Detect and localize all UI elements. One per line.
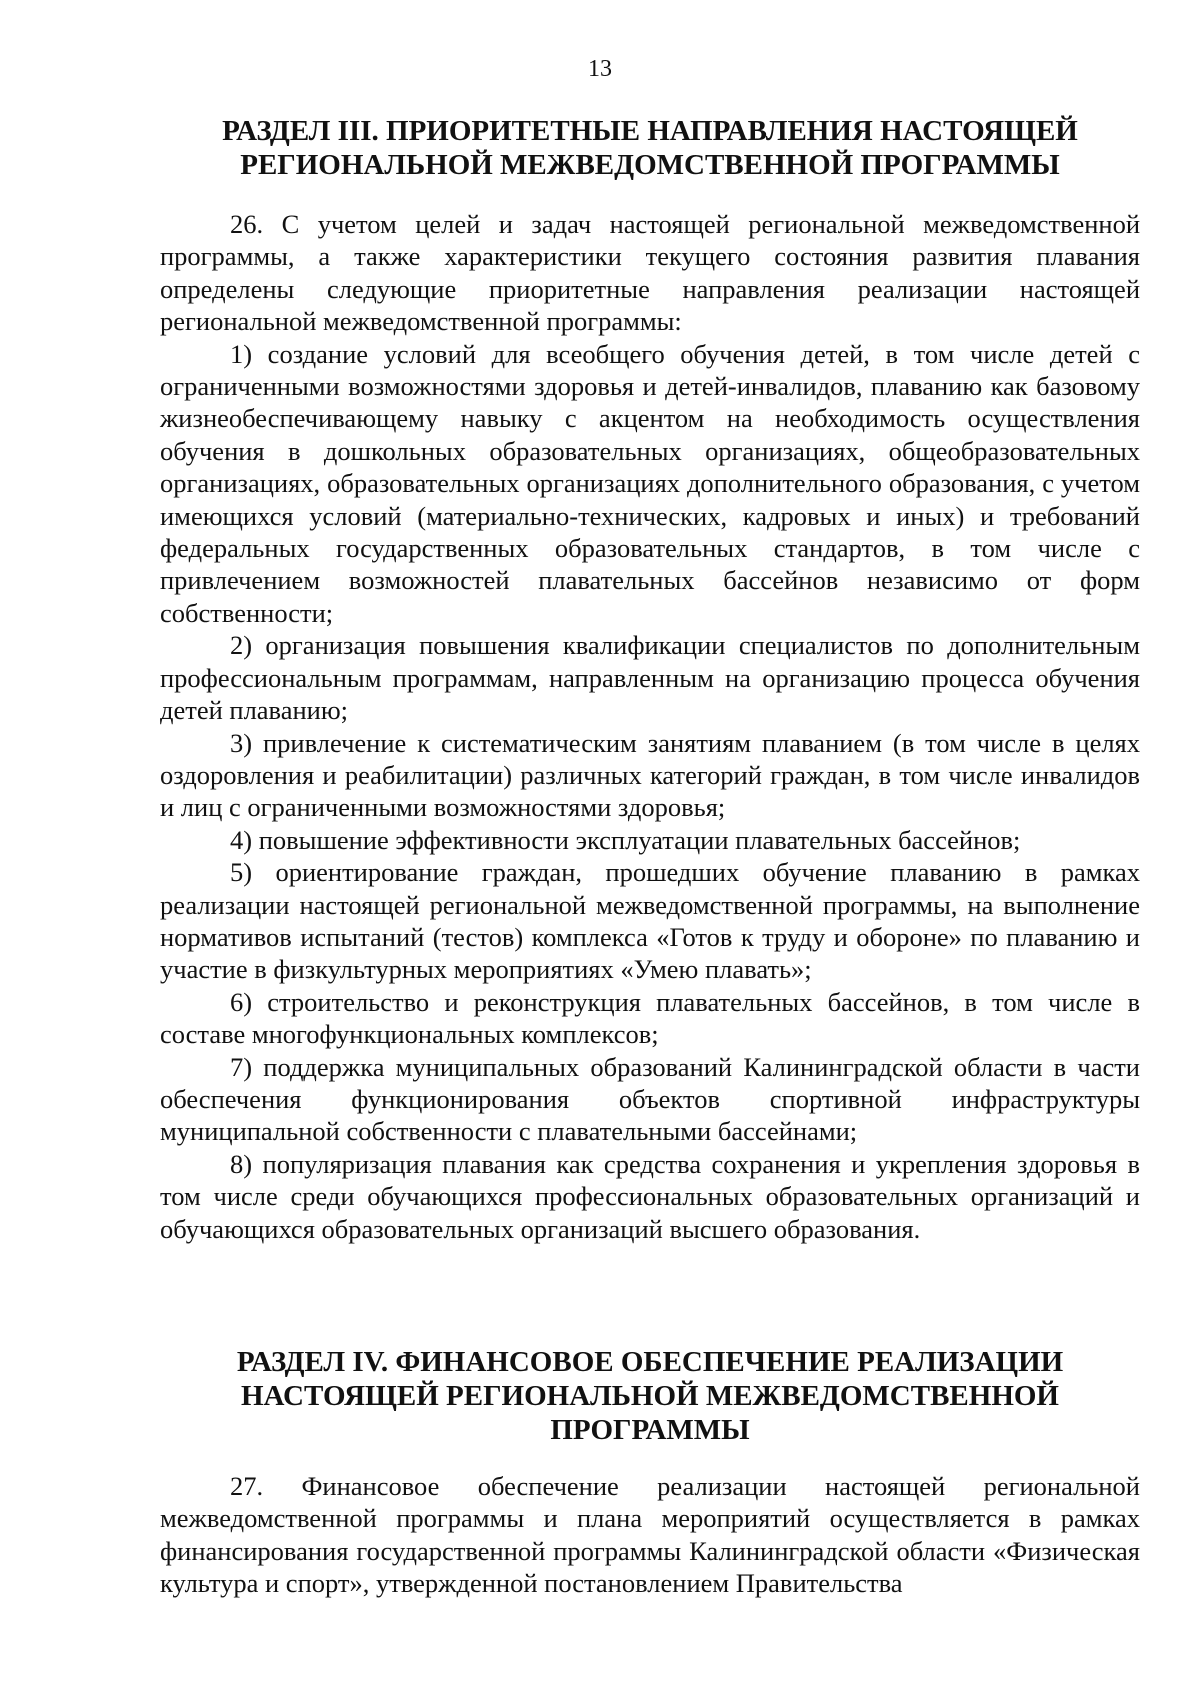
section-4-body [160,1470,1140,1600]
list-item-5: 5) ориентирование граждан, прошедших обучение плаванию в рамках реализации настоящей региональной межведомственной программы, на выполнение нормативов испытаний (тестов) комплекса «Готов к труду и обороне» по плаванию и участие в физкультурных мероприятиях «Умею плавать»; [160,857,1140,985]
list-item-6: 6) строительство и реконструкция плавательных бассейнов, в том числе в составе многофункциональных комплексов; [160,986,1140,1050]
paragraph-27: 27. Финансовое обеспечение реализации настоящей региональной межведомственной программы и плана мероприятий осуществляется в рамках финансирования государственной программы Калининградской области «Физическая культура и спорт», утвержденной постановлением Правительства [160,1471,1140,1599]
section-4-heading: РАЗДЕЛ IV. ФИНАНСОВОЕ ОБЕСПЕЧЕНИЕ РЕАЛИЗАЦИИ НАСТОЯЩЕЙ РЕГИОНАЛЬНОЙ МЕЖВЕДОМСТВЕННОЙ ПРОГРАММЫ [236,1346,1064,1446]
section-3-heading: РАЗДЕЛ III. ПРИОРИТЕТНЫЕ НАПРАВЛЕНИЯ НАСТОЯЩЕЙ РЕГИОНАЛЬНОЙ МЕЖВЕДОМСТВЕННОЙ ПРОГРАММЫ [222,115,1078,181]
list-item-3: 3) привлечение к систематическим занятиям плаванием (в том числе в целях оздоровления и реабилитации) различных категорий граждан, в том числе инвалидов и лиц с ограниченными возможностями здоровья; [160,727,1140,823]
section-3-body [160,208,1140,1245]
list-item-8: 8) популяризация плавания как средства сохранения и укрепления здоровья в том числе среди обучающихся профессиональных образовательных организаций и обучающихся образовательных организаций высшего образования. [160,1148,1140,1244]
list-item-4: 4) повышение эффективности эксплуатации плавательных бассейнов; [230,824,1021,855]
list-item-1: 1) создание условий для всеобщего обучения детей, в том числе детей с ограниченными возможностями здоровья и детей-инвалидов, плаванию как базовому жизнеобеспечивающему навыку с акцентом на необходимость осуществления обучения в дошкольных образовательных организациях, общеобразовательных организациях, образовательных организациях дополнительного образования, с учетом имеющихся условий (материально-технических, кадровых и иных) и требований федеральных государственных образовательных стандартов, в том числе с привлечением возможностей плавательных бассейнов независимо от форм собственности; [160,338,1140,628]
list-item-7: 7) поддержка муниципальных образований Калининградской области в части обеспечения функционирования объектов спортивной инфраструктуры муниципальной собственности с плавательными бассейнами; [160,1051,1140,1147]
paragraph-26: 26. С учетом целей и задач настоящей региональной межведомственной программы, а также характеристики текущего состояния развития плавания определены следующие приоритетные направления реализации настоящей региональной межведомственной программы: [160,209,1140,337]
list-item-2: 2) организация повышения квалификации специалистов по дополнительным профессиональным программам, направленным на организацию процесса обучения детей плаванию; [160,630,1140,726]
page-number: 13 [588,56,612,82]
